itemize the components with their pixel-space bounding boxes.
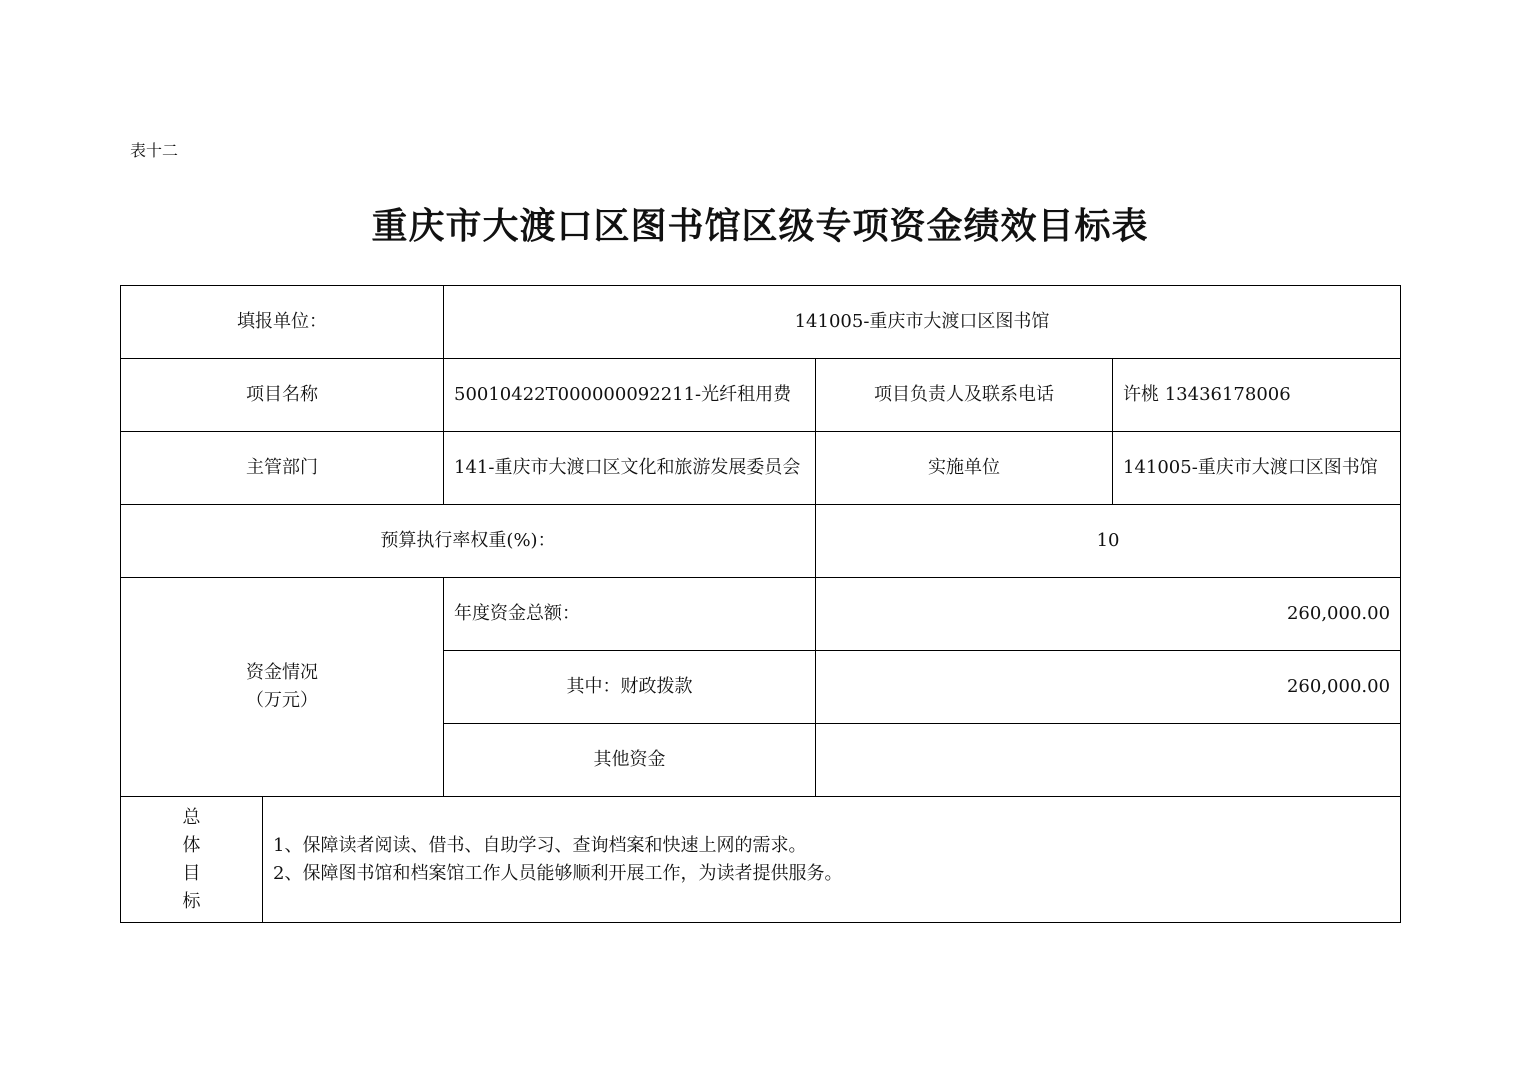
goal-label-char: 标 (182, 890, 201, 912)
filler-unit-label: 填报单位： (121, 286, 444, 359)
budget-weight-value: 10 (816, 505, 1401, 578)
dept-value: 141-重庆市大渡口区文化和旅游发展委员会 (444, 432, 816, 505)
other-funds-label: 其他资金 (444, 724, 816, 797)
performance-target-table (120, 285, 1401, 923)
funds-label-line2: （万元） (246, 690, 318, 711)
fiscal-value: 260,000.00 (816, 651, 1401, 724)
table-number-label: 表十二 (130, 141, 179, 160)
impl-unit-value: 141005-重庆市大渡口区图书馆 (1113, 432, 1401, 505)
page-title: 重庆市大渡口区图书馆区级专项资金绩效目标表 (371, 205, 1149, 247)
overall-goal-content (263, 797, 1401, 923)
goal-label-char: 总 (182, 806, 201, 828)
fiscal-label: 其中：财政拨款 (444, 651, 816, 724)
table-row (121, 578, 1401, 651)
annual-total-value: 260,000.00 (816, 578, 1401, 651)
table-row (121, 797, 1401, 923)
project-name-value: 50010422T000000092211-光纤租用费 (444, 359, 816, 432)
overall-goal-label (121, 797, 263, 923)
table-row (121, 359, 1401, 432)
dept-label: 主管部门 (121, 432, 444, 505)
impl-unit-label: 实施单位 (816, 432, 1113, 505)
funds-label (121, 578, 444, 797)
project-name-label: 项目名称 (121, 359, 444, 432)
funds-label-line1: 资金情况 (246, 662, 318, 683)
table-row (121, 505, 1401, 578)
owner-value: 许桃 13436178006 (1113, 359, 1401, 432)
goal-line: 1、保障读者阅读、借书、自助学习、查询档案和快速上网的需求。 (273, 834, 807, 856)
annual-total-label: 年度资金总额： (444, 578, 816, 651)
goal-line: 2、保障图书馆和档案馆工作人员能够顺利开展工作，为读者提供服务。 (273, 862, 843, 884)
goal-label-char: 目 (182, 862, 201, 884)
table-row (121, 432, 1401, 505)
owner-label: 项目负责人及联系电话 (816, 359, 1113, 432)
other-funds-value (816, 724, 1401, 797)
goal-label-char: 体 (182, 834, 201, 856)
budget-weight-label: 预算执行率权重(%)： (121, 505, 816, 578)
filler-unit-value: 141005-重庆市大渡口区图书馆 (444, 286, 1401, 359)
table-row (121, 286, 1401, 359)
